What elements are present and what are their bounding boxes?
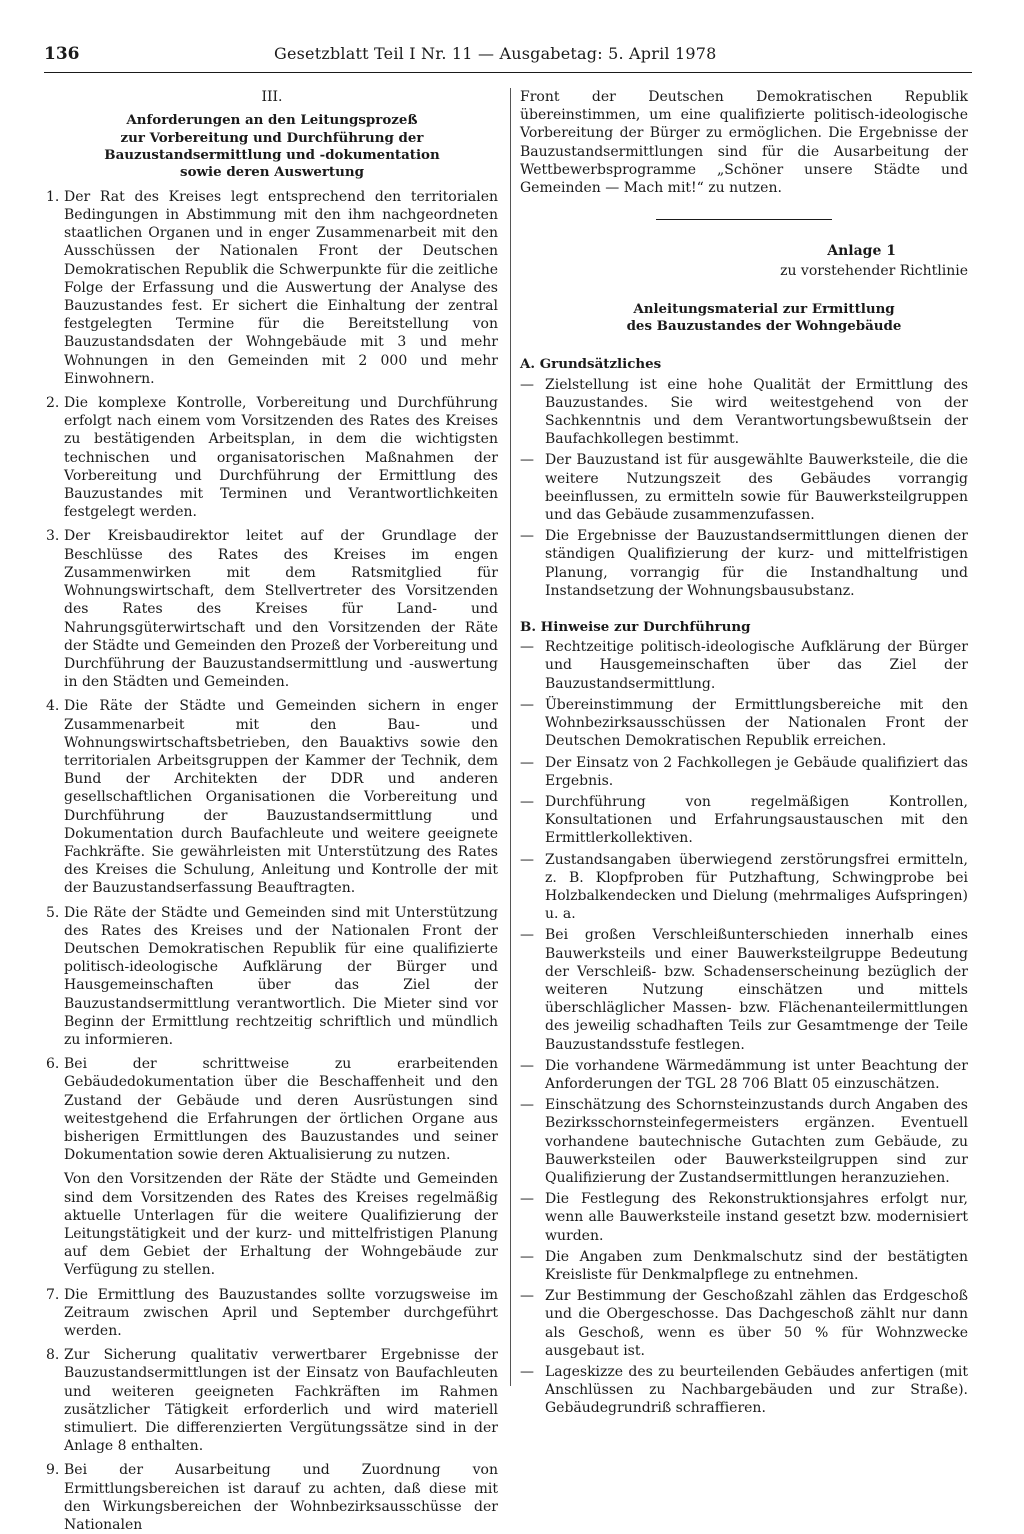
material-title-line: des Bauzustandes der Wohngebäude <box>626 318 902 335</box>
page-header <box>44 44 972 70</box>
section-a-heading: A. Grundsätzliches <box>520 356 662 373</box>
material-title-line: Anleitungsmaterial zur Ermittlung <box>633 300 895 317</box>
item-paragraph: Bei der Ausarbeitung und Zuordnung von Ermittlungsbereichen ist darauf zu achten, daß diese mit den Wirkungsbereichen der Wohnbezirksausschüsse der Nationalen <box>64 1462 498 1534</box>
list-item <box>46 527 498 691</box>
list-item: — Zur Bestimmung der Geschoßzahl zählen das Erdgeschoß und die Obergeschosse. Das Dachgeschoß zählt nur dann als Geschoß, wenn es über 50 % für Wohnzwecke ausgebaut ist. <box>520 1288 968 1359</box>
list-item: — Bei großen Verschleißunterschieden innerhalb eines Bauwerksteils und einer Bauwerksteilgruppe Bedeutung der Verschleiß- bzw. Schadenserscheinung bezüglich der weiteren Nutzung einschätzen und mittels überschläglicher Massen- bzw. Flächenanteilermittlungen des jeweilig schadhaften Teils zur Gesamtmenge der Teile Bauzustandsstufe festlegen. <box>520 927 968 1053</box>
numbered-list <box>46 188 498 1534</box>
item-text: Die Ergebnisse der Bauzustandsermittlungen dienen der ständigen Qualifizierung der kurz- und mittelfristigen Planung, vorrangig für die Instandhaltung und Instandsetzung der Wohnungsbausubstanz. <box>545 528 968 599</box>
item-text: Der Bauzustand ist für ausgewählte Bauwerksteile, die die weitere Nutzungszeit des Gebäudes vorrangig beeinflussen, zu ermitteln sowie für Bauwerksteilgruppen und das Gebäude zusammenzufassen. <box>545 452 968 524</box>
list-item: — Rechtzeitige politisch-ideologische Aufklärung der Bürger und Hausgemeinschaften über das Ziel der Bauzustandsermittlung. <box>520 639 968 692</box>
item-text: Die Festlegung des Rekonstruktionsjahres erfolgt nur, wenn alle Bauwerksteile instand gesetzt bzw. modernisiert wurden. <box>545 1191 968 1244</box>
section-title <box>46 112 498 182</box>
page-number: 136 <box>44 44 80 64</box>
item-paragraph: Die Räte der Städte und Gemeinden sichern in enger Zusammenarbeit mit den Bau- und Wohnungswirtschaftsbetrieben, den Bauaktivs sowie den territorialen Arbeitsgruppen der Kammer der Technik, dem Bund der Architekten der DDR und anderen gesellschaftlichen Organisationen die Vorbereitung und Durchführung der Bauzustandsermittlung und Dokumentation durch Baufachleute und weitere geeignete Fachkräfte. Sie gewährleisten mit Unterstützung des Rates des Kreises die Schulung, Anleitung und Kontrolle der mit der Bauzustandserfassung Beauftragten. <box>64 698 498 897</box>
section-title-line: Bauzustandsermittlung und -dokumentation <box>104 147 440 164</box>
item-text: Zielstellung ist eine hohe Qualität der Ermittlung des Bauzustandes. Sie wird weitestgehend von der Sachkenntnis und dem Verantwortungsbewußtsein der Baufachkollegen bestimmt. <box>545 376 968 448</box>
list-item <box>46 394 498 521</box>
item-number: 7. <box>46 1286 60 1303</box>
section-a-list <box>520 376 968 600</box>
item-text: Der Einsatz von 2 Fachkollegen je Gebäude qualifiziert das Ergebnis. <box>545 754 968 789</box>
item-paragraph: Die Räte der Städte und Gemeinden sind mit Unterstützung des Rates des Kreises und der Nationalen Front der Deutschen Demokratischen Republik für eine qualifizierte politisch-ideologische Aufklärung der Bürger und Hausgemeinschaften über das Ziel der Bauzustandsermittlung verantwortlich. Die Mieter sind vor Beginn der Ermittlung rechtzeitig schriftlich und mündlich zu informieren. <box>64 904 498 1048</box>
item-number: 5. <box>46 904 60 921</box>
header-rule <box>44 72 972 73</box>
section-title-line: zur Vorbereitung und Durchführung der <box>120 129 424 146</box>
item-text: Bei großen Verschleißunterschieden innerhalb eines Bauwerksteils und einer Bauwerksteilgruppe Bedeutung der Verschleiß- bzw. Schadenserscheinung bezüglich der weiteren Nutzung einschätzen und mittels überschläglicher Massen- bzw. Flächenanteilermittlungen des jeweilig schadhaften Teils zur Gesamtmenge der Teile Bauzustandsstufe festlegen. <box>545 927 968 1053</box>
list-item <box>46 1286 498 1341</box>
item-text: Die vorhandene Wärmedämmung ist unter Beachtung der Anforderungen der TGL 28 706 Blatt 05 einzuschätzen. <box>545 1057 968 1092</box>
item-text: Übereinstimmung der Ermittlungsbereiche mit den Wohnbezirksausschüssen der Nationalen Front der Deutschen Demokratischen Republik erreichen. <box>545 696 968 750</box>
list-item <box>46 1461 498 1534</box>
item-paragraph: Die komplexe Kontrolle, Vorbereitung und Durchführung erfolgt nach einem vom Vorsitzenden des Rates des Kreises zu bestätigenden Arbeitsplan, in dem die wichtigsten technischen und organisatorischen Maßnahmen der Vorbereitung und Durchführung der Ermittlung des Bauzustandes mit Terminen und Verantwortlichkeiten festgelegt werden. <box>64 395 498 521</box>
list-item: — Übereinstimmung der Ermittlungsbereiche mit den Wohnbezirksausschüssen der Nationalen Front der Deutschen Demokratischen Republik erreichen. <box>520 696 968 750</box>
annex-subtitle: zu vorstehender Richtlinie <box>780 263 968 280</box>
section-title-line: Anforderungen an den Leitungsprozeß <box>126 112 418 129</box>
item-number: 6. <box>46 1056 60 1073</box>
column-divider <box>510 88 511 1386</box>
list-item <box>46 188 498 388</box>
material-title <box>520 301 968 336</box>
item-paragraph: Die Ermittlung des Bauzustandes sollte vorzugsweise im Zeitraum zwischen April und September durchgeführt werden. <box>64 1286 498 1340</box>
list-item: — Der Einsatz von 2 Fachkollegen je Gebäude qualifiziert das Ergebnis. <box>520 754 968 789</box>
continuation-paragraph: Front der Deutschen Demokratischen Republik übereinstimmen, um eine qualifizierte politisch-ideologische Vorbereitung der Bürger zu ermöglichen. Die Ergebnisse der Bauzustandsermittlungen sind für die Ausarbeitung der Wettbewerbsprogramme „Schöner unsere Städte und Gemeinden — Mach mit!“ zu nutzen. <box>520 89 968 197</box>
item-paragraph: Zur Sicherung qualitativ verwertbarer Ergebnisse der Bauzustandsermittlungen ist der Einsatz von Baufachleuten und weiteren geeigneten Fachkräften im Rahmen zusätzlicher Tätigkeit erforderlich und wird materiell stimuliert. Die differenzierten Vergütungssätze sind in der Anlage 8 enthalten. <box>64 1347 498 1455</box>
item-text: Die Angaben zum Denkmalschutz sind der bestätigten Kreisliste für Denkmalpflege zu entnehmen. <box>545 1248 968 1283</box>
item-text: Zustandsangaben überwiegend zerstörungsfrei ermitteln, z. B. Klopfproben für Putzhaftung, Schwingprobe bei Holzbalkendecken und Dielung (mehrmaliges Aufspringen) u. a. <box>545 851 968 923</box>
list-item: — Zielstellung ist eine hohe Qualität der Ermittlung des Bauzustandes. Sie wird weitestgehend von der Sachkenntnis und dem Verantwortungsbewußtsein der Baufachkollegen bestimmt. <box>520 376 968 448</box>
item-paragraph: Der Kreisbaudirektor leitet auf der Grundlage der Beschlüsse des Rates des Kreises im engen Zusammenwirken mit dem Ratsmitglied für Wohnungswirtschaft, dem Stellvertreter des Vorsitzenden des Rates des Kreises für Land- und Nahrungsgüterwirtschaft und den Vorsitzenden der Räte der Städte und Gemeinden den Prozeß der Vorbereitung und Durchführung der Bauzustandsermittlung und -auswertung in den Städten und Gemeinden. <box>64 528 498 691</box>
item-paragraph: Von den Vorsitzenden der Räte der Städte und Gemeinden sind dem Vorsitzenden des Rates des Kreises regelmäßig aktuelle Unterlagen für die weitere Qualifizierung der Leitungstätigkeit und der kurz- und mittelfristigen Planung auf dem Gebiet der Erhaltung der Wohngebäude zur Verfügung zu stellen. <box>64 1171 498 1279</box>
list-item <box>46 1055 498 1279</box>
list-item: — Die Angaben zum Denkmalschutz sind der bestätigten Kreisliste für Denkmalpflege zu entnehmen. <box>520 1248 968 1283</box>
list-item <box>46 697 498 897</box>
item-text: Durchführung von regelmäßigen Kontrollen, Konsultationen und Erfahrungsaustauschen mit den Ermittlerkollektiven. <box>545 793 968 847</box>
section-title-line: sowie deren Auswertung <box>180 164 364 181</box>
separator-rule <box>656 219 832 220</box>
item-text: Lageskizze des zu beurteilenden Gebäudes anfertigen (mit Anschlüssen zu Nachbargebäuden und zur Straße). Gebäudegrundriß schraffieren. <box>545 1364 968 1417</box>
item-number: 4. <box>46 698 60 715</box>
item-text: Zur Bestimmung der Geschoßzahl zählen das Erdgeschoß und die Obergeschosse. Das Dachgeschoß zählt nur dann als Geschoß, wenn es über 50 % für Wohnzwecke ausgebaut ist. <box>545 1288 968 1359</box>
section-b-heading: B. Hinweise zur Durchführung <box>520 619 751 636</box>
item-text: Einschätzung des Schornsteinzustands durch Angaben des Bezirksschornsteinfegermeisters ergänzen. Eventuell vorhandene bautechnische Gutachten zum Gebäude, zu Bauwerksteilen oder Bauwerksteilgruppen sind zur Qualifizierung der Zustandsermittlungen heranzuziehen. <box>545 1097 968 1186</box>
list-item: — Die Festlegung des Rekonstruktionsjahres erfolgt nur, wenn alle Bauwerksteile instand gesetzt bzw. modernisiert wurden. <box>520 1191 968 1244</box>
list-item: — Zustandsangaben überwiegend zerstörungsfrei ermitteln, z. B. Klopfproben für Putzhaftung, Schwingprobe bei Holzbalkendecken und Dielung (mehrmaliges Aufspringen) u. a. <box>520 851 968 923</box>
item-paragraph: Der Rat des Kreises legt entsprechend den territorialen Bedingungen in Abstimmung mit den ihm nachgeordneten staatlichen Organen und in enger Zusammenarbeit mit den Ausschüssen der Nationalen Front der Deutschen Demokratischen Republik die Schwerpunkte für die zeitliche Folge der Erfassung und die Auswertung der Analyse des Bauzustandes fest. Er sichert die Einhaltung der zentral festgelegten Termine für die Bereitstellung von Bauzustandsdaten der Wohngebäude mit 3 und mehr Wohnungen in den Gemeinden mit 2 000 und mehr Einwohnern. <box>64 188 498 387</box>
right-column <box>520 88 968 1436</box>
section-number: III. <box>261 89 283 105</box>
item-number: 3. <box>46 528 60 545</box>
item-number: 8. <box>46 1347 60 1364</box>
list-item: — Einschätzung des Schornsteinzustands durch Angaben des Bezirksschornsteinfegermeisters ergänzen. Eventuell vorhandene bautechnische Gutachten zum Gebäude, zu Bauwerksteilen oder Bauwerksteilgruppen sind zur Qualifizierung der Zustandsermittlungen heranzuziehen. <box>520 1097 968 1186</box>
list-item: — Der Bauzustand ist für ausgewählte Bauwerksteile, die die weitere Nutzungszeit des Gebäudes vorrangig beeinflussen, zu ermitteln sowie für Bauwerksteilgruppen und das Gebäude zusammenzufassen. <box>520 452 968 524</box>
list-item: — Durchführung von regelmäßigen Kontrollen, Konsultationen und Erfahrungsaustauschen mit den Ermittlerkollektiven. <box>520 793 968 847</box>
item-paragraph: Bei der schrittweise zu erarbeitenden Gebäudedokumentation über die Beschaffenheit und den Zustand der Gebäude und deren Ausrüstungen sind weitestgehend die Erfahrungen der örtlichen Organe aus bisherigen Ermittlungen des Bauzustandes und seiner Dokumentation sowie deren Aktualisierung zu nutzen. <box>64 1056 498 1164</box>
list-item: — Die Ergebnisse der Bauzustandsermittlungen dienen der ständigen Qualifizierung der kurz- und mittelfristigen Planung, vorrangig für die Instandhaltung und Instandsetzung der Wohnungsbausubstanz. <box>520 528 968 599</box>
item-number: 9. <box>46 1462 60 1479</box>
list-item <box>46 904 498 1050</box>
gazette-header-text: Gesetzblatt Teil I Nr. 11 — Ausgabetag: 5. April 1978 <box>274 44 717 63</box>
item-text: Rechtzeitige politisch-ideologische Aufklärung der Bürger und Hausgemeinschaften über das Ziel der Bauzustandsermittlung. <box>545 639 968 692</box>
item-number: 2. <box>46 395 60 412</box>
left-column <box>46 88 498 1534</box>
section-b-list <box>520 638 968 1417</box>
item-number: 1. <box>46 188 60 205</box>
list-item: — Lageskizze des zu beurteilenden Gebäudes anfertigen (mit Anschlüssen zu Nachbargebäuden und zur Straße). Gebäudegrundriß schraffieren. <box>520 1364 968 1417</box>
list-item <box>46 1346 498 1455</box>
annex-title: Anlage 1 <box>827 243 896 260</box>
list-item: — Die vorhandene Wärmedämmung ist unter Beachtung der Anforderungen der TGL 28 706 Blatt 05 einzuschätzen. <box>520 1057 968 1092</box>
